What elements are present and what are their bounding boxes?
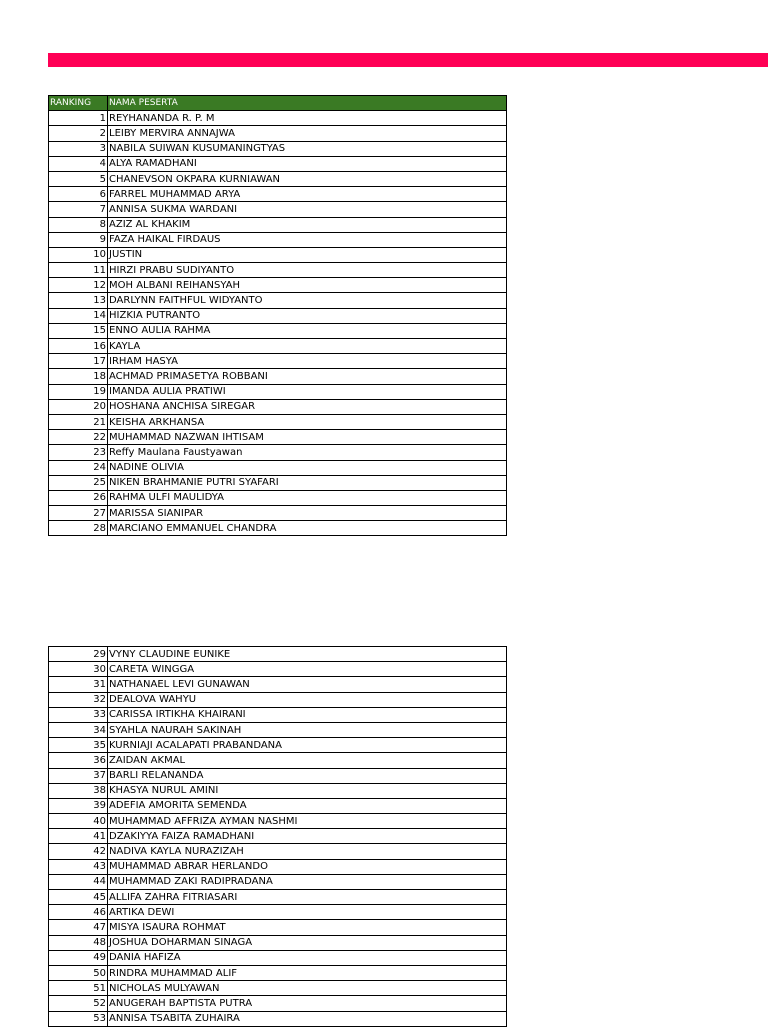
participant-name-cell: HIZKIA PUTRANTO [108, 308, 507, 323]
rank-cell: 35 [49, 738, 108, 753]
participant-name-cell: BARLI RELANANDA [108, 768, 507, 783]
participant-name-cell: KURNIAJI ACALAPATI PRABANDANA [108, 738, 507, 753]
participant-name-cell: ALYA RAMADHANI [108, 156, 507, 171]
participant-name-cell: LEIBY MERVIRA ANNAJWA [108, 126, 507, 141]
rank-cell: 5 [49, 171, 108, 186]
rank-cell: 7 [49, 202, 108, 217]
participant-name-cell: ANUGERAH BAPTISTA PUTRA [108, 996, 507, 1011]
participant-name-cell: VYNY CLAUDINE EUNIKE [108, 647, 507, 662]
table-row [49, 202, 507, 217]
participant-name-cell: NADINE OLIVIA [108, 460, 507, 475]
rank-cell: 41 [49, 829, 108, 844]
ranking-table-2-body [49, 647, 507, 1027]
rank-cell: 46 [49, 905, 108, 920]
table-row [49, 692, 507, 707]
table-row [49, 156, 507, 171]
table-row [49, 798, 507, 813]
table-row [49, 430, 507, 445]
rank-cell: 18 [49, 369, 108, 384]
table-row [49, 187, 507, 202]
table-row [49, 844, 507, 859]
rank-cell: 22 [49, 430, 108, 445]
table-row [49, 217, 507, 232]
table-row [49, 460, 507, 475]
participant-name-cell: ACHMAD PRIMASETYA ROBBANI [108, 369, 507, 384]
participant-name-cell: RAHMA ULFI MAULIDYA [108, 490, 507, 505]
table-row [49, 354, 507, 369]
participant-name-cell: KHASYA NURUL AMINI [108, 783, 507, 798]
rank-cell: 28 [49, 521, 108, 536]
participant-name-cell: NABILA SUIWAN KUSUMANINGTYAS [108, 141, 507, 156]
rank-cell: 31 [49, 677, 108, 692]
table-row [49, 738, 507, 753]
table-row [49, 369, 507, 384]
participant-name-cell: ZAIDAN AKMAL [108, 753, 507, 768]
table-row [49, 707, 507, 722]
participant-name-cell: DEALOVA WAHYU [108, 692, 507, 707]
rank-cell: 29 [49, 647, 108, 662]
participant-name-cell: ALLIFA ZAHRA FITRIASARI [108, 890, 507, 905]
rank-cell: 23 [49, 445, 108, 460]
table-row [49, 647, 507, 662]
table-row [49, 768, 507, 783]
table-row [49, 323, 507, 338]
rank-cell: 17 [49, 354, 108, 369]
participant-name-cell: MOH ALBANI REIHANSYAH [108, 278, 507, 293]
rank-cell: 32 [49, 692, 108, 707]
table-row [49, 232, 507, 247]
rank-cell: 13 [49, 293, 108, 308]
table-row [49, 399, 507, 414]
participant-name-cell: AZIZ AL KHAKIM [108, 217, 507, 232]
participant-name-cell: MARCIANO EMMANUEL CHANDRA [108, 521, 507, 536]
participant-name-cell: NICHOLAS MULYAWAN [108, 981, 507, 996]
participant-name-cell: FARREL MUHAMMAD ARYA [108, 187, 507, 202]
table-row [49, 722, 507, 737]
table-row [49, 521, 507, 536]
table-row [49, 445, 507, 460]
rank-cell: 40 [49, 814, 108, 829]
rank-cell: 52 [49, 996, 108, 1011]
participant-name-cell: ARTIKA DEWI [108, 905, 507, 920]
participant-name-cell: NADIVA KAYLA NURAZIZAH [108, 844, 507, 859]
participant-name-cell: MISYA ISAURA ROHMAT [108, 920, 507, 935]
participant-name-cell: NIKEN BRAHMANIE PUTRI SYAFARI [108, 475, 507, 490]
ranking-table-2 [48, 646, 507, 1027]
rank-cell: 26 [49, 490, 108, 505]
rank-cell: 11 [49, 263, 108, 278]
rank-cell: 44 [49, 874, 108, 889]
rank-cell: 19 [49, 384, 108, 399]
ranking-column-header: RANKING [49, 96, 108, 111]
rank-cell: 36 [49, 753, 108, 768]
table-row [49, 339, 507, 354]
table-row [49, 414, 507, 429]
table-row [49, 293, 507, 308]
table-row [49, 677, 507, 692]
rank-cell: 20 [49, 399, 108, 414]
rank-cell: 4 [49, 156, 108, 171]
participant-name-cell: HOSHANA ANCHISA SIREGAR [108, 399, 507, 414]
rank-cell: 6 [49, 187, 108, 202]
table-row [49, 859, 507, 874]
table-row [49, 662, 507, 677]
rank-cell: 30 [49, 662, 108, 677]
table-row [49, 126, 507, 141]
participant-name-cell: RINDRA MUHAMMAD ALIF [108, 965, 507, 980]
rank-cell: 38 [49, 783, 108, 798]
participant-name-cell: MUHAMMAD NAZWAN IHTISAM [108, 430, 507, 445]
rank-cell: 39 [49, 798, 108, 813]
participant-name-cell: KAYLA [108, 339, 507, 354]
header-accent-bar [48, 53, 768, 67]
table-row [49, 490, 507, 505]
participant-name-cell: SYAHLA NAURAH SAKINAH [108, 722, 507, 737]
table-row [49, 935, 507, 950]
rank-cell: 8 [49, 217, 108, 232]
table-row [49, 278, 507, 293]
ranking-table-1-body [49, 111, 507, 536]
rank-cell: 16 [49, 339, 108, 354]
participant-name-cell: Reffy Maulana Faustyawan [108, 445, 507, 460]
table-row [49, 111, 507, 126]
participant-name-cell: CARETA WINGGA [108, 662, 507, 677]
rank-cell: 37 [49, 768, 108, 783]
rank-cell: 49 [49, 950, 108, 965]
rank-cell: 50 [49, 965, 108, 980]
participant-name-cell: IRHAM HASYA [108, 354, 507, 369]
table-row [49, 829, 507, 844]
rank-cell: 12 [49, 278, 108, 293]
name-column-header: NAMA PESERTA [108, 96, 507, 111]
table-row [49, 783, 507, 798]
participant-name-cell: NATHANAEL LEVI GUNAWAN [108, 677, 507, 692]
participant-name-cell: DZAKIYYA FAIZA RAMADHANI [108, 829, 507, 844]
table-row [49, 263, 507, 278]
rank-cell: 43 [49, 859, 108, 874]
participant-name-cell: HIRZI PRABU SUDIYANTO [108, 263, 507, 278]
rank-cell: 15 [49, 323, 108, 338]
participant-name-cell: ENNO AULIA RAHMA [108, 323, 507, 338]
rank-cell: 51 [49, 981, 108, 996]
table-row [49, 814, 507, 829]
participant-name-cell: MUHAMMAD ABRAR HERLANDO [108, 859, 507, 874]
participant-name-cell: JOSHUA DOHARMAN SINAGA [108, 935, 507, 950]
rank-cell: 27 [49, 506, 108, 521]
table-row [49, 384, 507, 399]
rank-cell: 48 [49, 935, 108, 950]
participant-name-cell: CARISSA IRTIKHA KHAIRANI [108, 707, 507, 722]
participant-name-cell: CHANEVSON OKPARA KURNIAWAN [108, 171, 507, 186]
rank-cell: 3 [49, 141, 108, 156]
table-row [49, 965, 507, 980]
rank-cell: 34 [49, 722, 108, 737]
table-row [49, 753, 507, 768]
table-row [49, 981, 507, 996]
participant-name-cell: DANIA HAFIZA [108, 950, 507, 965]
participant-name-cell: ANNISA SUKMA WARDANI [108, 202, 507, 217]
table-row [49, 874, 507, 889]
participant-name-cell: DARLYNN FAITHFUL WIDYANTO [108, 293, 507, 308]
participant-name-cell: MUHAMMAD ZAKI RADIPRADANA [108, 874, 507, 889]
table-row [49, 890, 507, 905]
table-row [49, 171, 507, 186]
table-row [49, 475, 507, 490]
rank-cell: 53 [49, 1011, 108, 1026]
participant-name-cell: FAZA HAIKAL FIRDAUS [108, 232, 507, 247]
rank-cell: 21 [49, 414, 108, 429]
participant-name-cell: MARISSA SIANIPAR [108, 506, 507, 521]
ranking-table-1 [48, 95, 507, 536]
participant-name-cell: KEISHA ARKHANSA [108, 414, 507, 429]
rank-cell: 42 [49, 844, 108, 859]
table-row [49, 996, 507, 1011]
table-row [49, 141, 507, 156]
rank-cell: 25 [49, 475, 108, 490]
rank-cell: 2 [49, 126, 108, 141]
participant-name-cell: JUSTIN [108, 247, 507, 262]
rank-cell: 24 [49, 460, 108, 475]
table-row [49, 506, 507, 521]
table-header-row [49, 96, 507, 111]
rank-cell: 33 [49, 707, 108, 722]
rank-cell: 47 [49, 920, 108, 935]
participant-name-cell: IMANDA AULIA PRATIWI [108, 384, 507, 399]
participant-name-cell: ADEFIA AMORITA SEMENDA [108, 798, 507, 813]
table-row [49, 950, 507, 965]
rank-cell: 1 [49, 111, 108, 126]
participant-name-cell: MUHAMMAD AFFRIZA AYMAN NASHMI [108, 814, 507, 829]
table-row [49, 920, 507, 935]
rank-cell: 10 [49, 247, 108, 262]
rank-cell: 9 [49, 232, 108, 247]
table-row [49, 905, 507, 920]
table-row [49, 247, 507, 262]
table-row [49, 308, 507, 323]
participant-name-cell: REYHANANDA R. P. M [108, 111, 507, 126]
rank-cell: 45 [49, 890, 108, 905]
rank-cell: 14 [49, 308, 108, 323]
participant-name-cell: ANNISA TSABITA ZUHAIRA [108, 1011, 507, 1026]
